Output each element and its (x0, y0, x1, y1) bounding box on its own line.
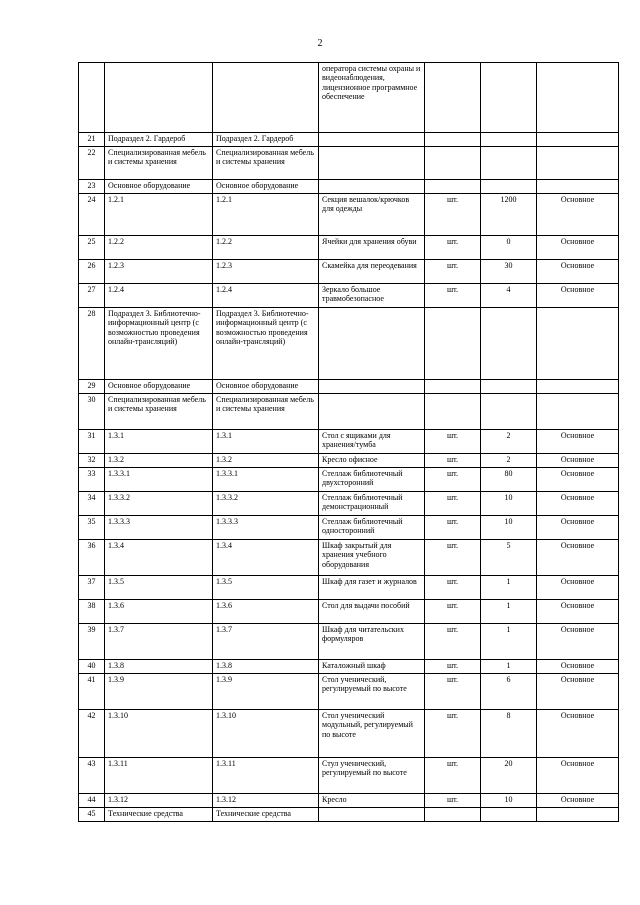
section-code: Основное оборудование (105, 180, 213, 194)
equipment-type-cell (537, 308, 619, 380)
row-number: 39 (79, 624, 105, 660)
quantity-cell: 5 (481, 540, 537, 576)
section-code-duplicate: 1.3.9 (213, 674, 319, 710)
section-code: 1.3.5 (105, 576, 213, 600)
equipment-type-cell: Основное (537, 236, 619, 260)
item-name: Каталожный шкаф (319, 660, 425, 674)
equipment-type-cell: Основное (537, 430, 619, 454)
section-code-duplicate: 1.3.6 (213, 600, 319, 624)
item-name (319, 394, 425, 430)
quantity-cell: 80 (481, 468, 537, 492)
row-number: 34 (79, 492, 105, 516)
section-code-duplicate: Основное оборудование (213, 180, 319, 194)
table-row (79, 260, 619, 284)
quantity-cell: 1 (481, 576, 537, 600)
quantity-cell (481, 133, 537, 147)
item-name (319, 147, 425, 180)
section-code-duplicate: 1.3.3.3 (213, 516, 319, 540)
quantity-cell: 20 (481, 758, 537, 794)
table-row (79, 308, 619, 380)
section-code-duplicate: 1.2.2 (213, 236, 319, 260)
item-name: Шкаф для газет и журналов (319, 576, 425, 600)
row-number (79, 63, 105, 133)
item-name: Ячейки для хранения обуви (319, 236, 425, 260)
unit-cell (425, 380, 481, 394)
quantity-cell (481, 808, 537, 822)
unit-cell: шт. (425, 794, 481, 808)
unit-cell: шт. (425, 758, 481, 794)
item-name (319, 808, 425, 822)
row-number: 23 (79, 180, 105, 194)
section-code: Специализированная мебель и системы хранения (105, 147, 213, 180)
equipment-type-cell: Основное (537, 194, 619, 236)
table-row (79, 194, 619, 236)
quantity-cell: 1 (481, 624, 537, 660)
row-number: 44 (79, 794, 105, 808)
row-number: 25 (79, 236, 105, 260)
section-code: 1.3.8 (105, 660, 213, 674)
row-number: 33 (79, 468, 105, 492)
row-number: 32 (79, 454, 105, 468)
equipment-type-cell: Основное (537, 794, 619, 808)
section-code-duplicate: 1.2.3 (213, 260, 319, 284)
section-code: 1.2.3 (105, 260, 213, 284)
item-name: Стеллаж библиотечный односторонний (319, 516, 425, 540)
row-number: 31 (79, 430, 105, 454)
quantity-cell: 2 (481, 454, 537, 468)
unit-cell: шт. (425, 454, 481, 468)
quantity-cell: 8 (481, 710, 537, 758)
table-row (79, 380, 619, 394)
unit-cell: шт. (425, 492, 481, 516)
item-name: Стеллаж библиотечный демонстрационный (319, 492, 425, 516)
table-row (79, 63, 619, 133)
item-name (319, 180, 425, 194)
table-row (79, 468, 619, 492)
item-name: Кресло офисное (319, 454, 425, 468)
section-code: 1.3.4 (105, 540, 213, 576)
item-name: Стул ученический, регулируемый по высоте (319, 758, 425, 794)
section-code: Подраздел 2. Гардероб (105, 133, 213, 147)
equipment-type-cell (537, 180, 619, 194)
row-number: 21 (79, 133, 105, 147)
row-number: 27 (79, 284, 105, 308)
equipment-type-cell (537, 808, 619, 822)
section-code-duplicate: 1.3.2 (213, 454, 319, 468)
row-number: 41 (79, 674, 105, 710)
table-row (79, 674, 619, 710)
item-name: Стол ученический, регулируемый по высоте (319, 674, 425, 710)
section-code-duplicate: Основное оборудование (213, 380, 319, 394)
quantity-cell (481, 394, 537, 430)
equipment-type-cell (537, 394, 619, 430)
table-row (79, 540, 619, 576)
section-code: Специализированная мебель и системы хранения (105, 394, 213, 430)
table-row (79, 660, 619, 674)
table-row (79, 600, 619, 624)
section-code: Подраздел 3. Библиотечно-информационный центр (с возможностью проведения онлайн-трансляций) (105, 308, 213, 380)
quantity-cell: 1 (481, 660, 537, 674)
table-row (79, 394, 619, 430)
section-code: Основное оборудование (105, 380, 213, 394)
quantity-cell: 1200 (481, 194, 537, 236)
item-name (319, 308, 425, 380)
equipment-type-cell: Основное (537, 260, 619, 284)
item-name: Стеллаж библиотечный двухсторонний (319, 468, 425, 492)
item-name: Шкаф для читательских формуляров (319, 624, 425, 660)
unit-cell: шт. (425, 468, 481, 492)
row-number: 42 (79, 710, 105, 758)
section-code: 1.2.4 (105, 284, 213, 308)
unit-cell: шт. (425, 674, 481, 710)
table-row (79, 284, 619, 308)
unit-cell (425, 808, 481, 822)
equipment-type-cell: Основное (537, 492, 619, 516)
table-row (79, 492, 619, 516)
quantity-cell: 10 (481, 794, 537, 808)
item-name: оператора системы охраны и видеонаблюдения, лицензионное программное обеспечение (319, 63, 425, 133)
item-name: Стол для выдачи пособий (319, 600, 425, 624)
section-code: Технические средства (105, 808, 213, 822)
table-row (79, 624, 619, 660)
equipment-type-cell: Основное (537, 674, 619, 710)
section-code: 1.3.12 (105, 794, 213, 808)
equipment-type-cell: Основное (537, 284, 619, 308)
section-code: 1.3.1 (105, 430, 213, 454)
unit-cell (425, 147, 481, 180)
equipment-type-cell: Основное (537, 624, 619, 660)
unit-cell (425, 63, 481, 133)
quantity-cell (481, 308, 537, 380)
unit-cell: шт. (425, 260, 481, 284)
row-number: 22 (79, 147, 105, 180)
unit-cell (425, 133, 481, 147)
row-number: 28 (79, 308, 105, 380)
equipment-type-cell (537, 63, 619, 133)
section-code: 1.3.3.1 (105, 468, 213, 492)
section-code-duplicate (213, 63, 319, 133)
row-number: 29 (79, 380, 105, 394)
item-name (319, 133, 425, 147)
item-name: Скамейка для переодевания (319, 260, 425, 284)
section-code: 1.3.10 (105, 710, 213, 758)
item-name: Шкаф закрытый для хранения учебного оборудования (319, 540, 425, 576)
equipment-type-cell: Основное (537, 710, 619, 758)
table-row (79, 710, 619, 758)
item-name: Секция вешалок/крючков для одежды (319, 194, 425, 236)
unit-cell: шт. (425, 284, 481, 308)
section-code: 1.3.3.3 (105, 516, 213, 540)
section-code (105, 63, 213, 133)
section-code: 1.2.2 (105, 236, 213, 260)
equipment-type-cell: Основное (537, 600, 619, 624)
page-number: 2 (317, 38, 323, 49)
quantity-cell (481, 180, 537, 194)
quantity-cell (481, 63, 537, 133)
table-row (79, 454, 619, 468)
table-row (79, 808, 619, 822)
section-code-duplicate: 1.3.12 (213, 794, 319, 808)
table-row (79, 430, 619, 454)
row-number: 43 (79, 758, 105, 794)
table-row (79, 576, 619, 600)
equipment-type-cell: Основное (537, 660, 619, 674)
quantity-cell: 30 (481, 260, 537, 284)
section-code-duplicate: 1.3.5 (213, 576, 319, 600)
quantity-cell: 0 (481, 236, 537, 260)
item-name: Кресло (319, 794, 425, 808)
row-number: 36 (79, 540, 105, 576)
equipment-type-cell: Основное (537, 540, 619, 576)
equipment-type-cell: Основное (537, 758, 619, 794)
section-code: 1.3.11 (105, 758, 213, 794)
row-number: 40 (79, 660, 105, 674)
quantity-cell: 6 (481, 674, 537, 710)
section-code: 1.3.7 (105, 624, 213, 660)
section-code-duplicate: 1.3.3.1 (213, 468, 319, 492)
item-name: Зеркало большое травмобезопасное (319, 284, 425, 308)
row-number: 26 (79, 260, 105, 284)
table-row (79, 133, 619, 147)
quantity-cell: 4 (481, 284, 537, 308)
equipment-type-cell: Основное (537, 468, 619, 492)
section-code: 1.3.2 (105, 454, 213, 468)
quantity-cell: 1 (481, 600, 537, 624)
section-code-duplicate: 1.3.3.2 (213, 492, 319, 516)
row-number: 24 (79, 194, 105, 236)
section-code-duplicate: 1.3.11 (213, 758, 319, 794)
row-number: 35 (79, 516, 105, 540)
quantity-cell (481, 380, 537, 394)
equipment-type-cell: Основное (537, 576, 619, 600)
unit-cell: шт. (425, 540, 481, 576)
section-code-duplicate: Технические средства (213, 808, 319, 822)
unit-cell: шт. (425, 624, 481, 660)
equipment-type-cell (537, 380, 619, 394)
unit-cell (425, 180, 481, 194)
unit-cell (425, 308, 481, 380)
equipment-table (78, 62, 619, 822)
section-code: 1.2.1 (105, 194, 213, 236)
table-row (79, 180, 619, 194)
quantity-cell: 10 (481, 516, 537, 540)
row-number: 37 (79, 576, 105, 600)
unit-cell: шт. (425, 430, 481, 454)
equipment-type-cell (537, 133, 619, 147)
section-code-duplicate: Подраздел 3. Библиотечно-информационный центр (с возможностью проведения онлайн-трансляций) (213, 308, 319, 380)
section-code-duplicate: 1.3.1 (213, 430, 319, 454)
item-name: Стол ученический модульный, регулируемый по высоте (319, 710, 425, 758)
unit-cell: шт. (425, 710, 481, 758)
section-code-duplicate: Специализированная мебель и системы хранения (213, 394, 319, 430)
table-row (79, 758, 619, 794)
unit-cell: шт. (425, 194, 481, 236)
item-name: Стол с ящиками для хранения/тумба (319, 430, 425, 454)
unit-cell (425, 394, 481, 430)
section-code-duplicate: 1.3.10 (213, 710, 319, 758)
unit-cell: шт. (425, 600, 481, 624)
table-row (79, 147, 619, 180)
section-code: 1.3.3.2 (105, 492, 213, 516)
row-number: 38 (79, 600, 105, 624)
row-number: 45 (79, 808, 105, 822)
section-code-duplicate: 1.3.7 (213, 624, 319, 660)
section-code-duplicate: 1.3.4 (213, 540, 319, 576)
item-name (319, 380, 425, 394)
row-number: 30 (79, 394, 105, 430)
section-code-duplicate: Подраздел 2. Гардероб (213, 133, 319, 147)
quantity-cell: 10 (481, 492, 537, 516)
unit-cell: шт. (425, 660, 481, 674)
section-code: 1.3.6 (105, 600, 213, 624)
equipment-type-cell: Основное (537, 516, 619, 540)
section-code: 1.3.9 (105, 674, 213, 710)
table-row (79, 794, 619, 808)
equipment-type-cell: Основное (537, 454, 619, 468)
table-row (79, 516, 619, 540)
section-code-duplicate: 1.2.1 (213, 194, 319, 236)
table-row (79, 236, 619, 260)
equipment-type-cell (537, 147, 619, 180)
unit-cell: шт. (425, 576, 481, 600)
quantity-cell (481, 147, 537, 180)
unit-cell: шт. (425, 236, 481, 260)
quantity-cell: 2 (481, 430, 537, 454)
unit-cell: шт. (425, 516, 481, 540)
section-code-duplicate: Специализированная мебель и системы хранения (213, 147, 319, 180)
section-code-duplicate: 1.3.8 (213, 660, 319, 674)
section-code-duplicate: 1.2.4 (213, 284, 319, 308)
